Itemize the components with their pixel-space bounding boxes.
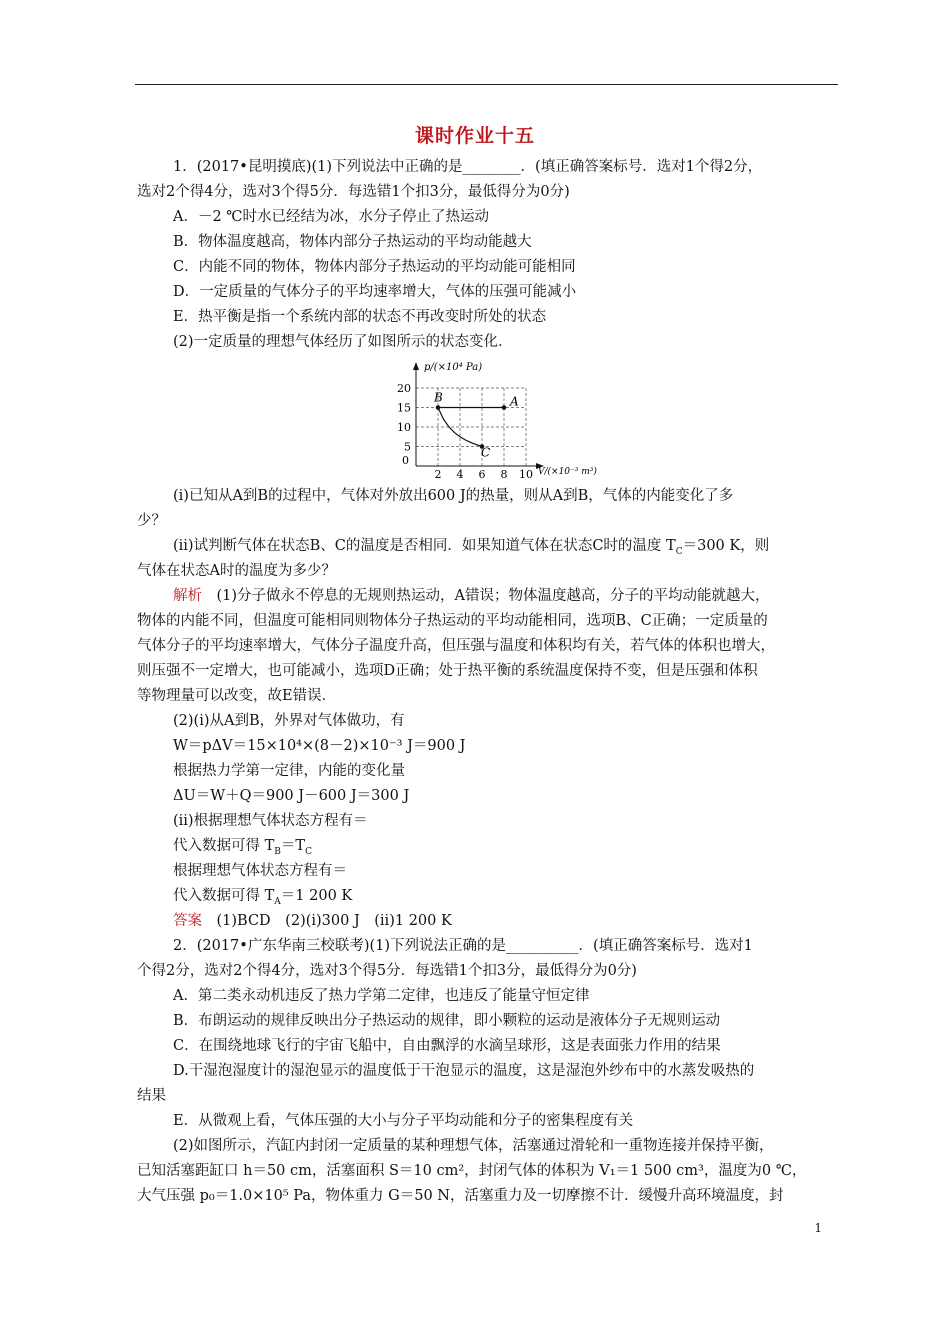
q2-option-c: C．在围绕地球飞行的宇宙飞船中，自由飘浮的水滴呈球形，这是表面张力作用的结果 [173, 1038, 721, 1054]
pv-chart [380, 356, 620, 478]
q1-sub-ii-line-2: 气体在状态A时的温度为多少？ [137, 563, 336, 579]
q2-line-2: 个得2分，选对2个得4分，选对3个得5分．每选错1个扣3分，最低得分为0分) [137, 963, 637, 979]
y-tick-label: 20 [397, 382, 411, 395]
page-number: 1 [814, 1221, 822, 1235]
q2-option-e: E．从微观上看，气体压强的大小与分子平均动能和分子的密集程度有关 [173, 1113, 634, 1129]
x-tick-label: 6 [478, 468, 486, 478]
q1-line-2: 选对2个得4分，选对3个得5分．每选错1个扣3分，最低得分为0分) [137, 184, 570, 200]
point-B [436, 405, 441, 410]
y-axis-arrow-icon [413, 362, 419, 370]
point-label-C: C [481, 445, 491, 460]
solution-line-4: 则压强不一定增大，也可能减小，选项D正确；处于热平衡的系统温度保持不变，但是压强和体积 [137, 663, 758, 679]
solution-step-1: (2)(ⅰ)从A到B，外界对气体做功，有 [173, 713, 405, 729]
solution-tag: 解析 [173, 588, 202, 604]
x-tick-label: 8 [500, 468, 508, 478]
solution-line-5: 等物理量可以改变，故E错误． [137, 688, 337, 704]
q2-option-d-line-1: D.干湿泡湿度计的湿泡显示的温度低于干泡显示的温度，这是湿泡外纱布中的水蒸发吸热的 [173, 1063, 755, 1079]
origin-label: 0 [402, 454, 409, 467]
q2-option-b: B．布朗运动的规律反映出分子热运动的规律，即小颗粒的运动是液体分子无规则运动 [173, 1013, 721, 1029]
solution-line-2: 物体的内能不同，但温度可能相同则物体分子热运动的平均动能相同，选项B、C正确；一定质量的 [137, 613, 768, 629]
solution-step-7: 根据理想气体状态方程有＝ [173, 863, 347, 879]
q1-part-2-intro: (2)一定质量的理想气体经历了如图所示的状态变化． [173, 334, 513, 350]
y-tick-label: 10 [397, 421, 411, 434]
y-tick-label: 15 [397, 401, 411, 415]
solution-step-2: W＝pΔV＝15×10⁴×(8－2)×10⁻³ J＝900 J [173, 738, 466, 754]
solution-step-8: 代入数据可得 $T_A=1$ 200 K [173, 888, 353, 907]
solution-step-5: (ⅱ)根据理想气体状态方程有＝ [173, 813, 368, 829]
x-tick-label: 10 [519, 468, 533, 478]
point-A [502, 405, 507, 410]
answer-line: 答案 (1)BCD (2)(ⅰ)300 J (ⅱ)1 200 K [173, 913, 452, 929]
page-title: 课时作业十五 [414, 125, 535, 147]
answer-tag: 答案 [173, 913, 202, 929]
x-tick-label: 4 [456, 468, 464, 478]
q1-sub-i-line-1: (ⅰ)已知从A到B的过程中，气体对外放出600 J的热量，则从A到B，气体的内能变化了多 [173, 488, 734, 504]
solution-line-3: 气体分子的平均速率增大，气体分子温度升高，但压强与温度和体积均有关，若气体的体积也增大， [137, 638, 775, 654]
solution-step-6: 代入数据可得 $T_B=T_C$ [173, 838, 312, 857]
q1-option-e: E．热平衡是指一个系统内部的状态不再改变时所处的状态 [173, 309, 547, 325]
q2-option-a: A．第二类永动机违反了热力学第二定律，也违反了能量守恒定律 [173, 988, 590, 1004]
y-axis-label: p/(×10⁴ Pa) [424, 362, 483, 373]
q1-sub-i-line-2: 少？ [137, 513, 166, 529]
q1-sub-ii-line-1: (ⅱ)试判断气体在状态B、C的温度是否相同．如果知道气体在状态C时的温度 $T_C=300$ K，则 [173, 538, 770, 557]
q1-line-1: 1．(2017•昆明摸底)(1)下列说法中正确的是________．(填正确答案标号．选对1个得2分， [173, 159, 763, 175]
x-tick-label: 2 [434, 468, 442, 478]
q1-option-c: C．内能不同的物体，物体内部分子热运动的平均动能可能相同 [173, 259, 576, 275]
solution-step-4: ΔU＝W＋Q＝900 J－600 J＝300 J [173, 788, 410, 804]
q1-option-d: D．一定质量的气体分子的平均速率增大，气体的压强可能减小 [173, 284, 577, 300]
q2-part-2-line-2: 已知活塞距缸口 h＝50 cm，活塞面积 S＝10 cm²，封闭气体的体积为 V₁＝1 500 cm³，温度为0 ℃， [137, 1163, 807, 1179]
q1-option-b: B．物体温度越高，物体内部分子热运动的平均动能越大 [173, 234, 532, 250]
header-rule [135, 84, 838, 85]
q2-line-1: 2．(2017•广东华南三校联考)(1)下列说法正确的是__________．(填正确答案标号．选对1 [173, 938, 753, 954]
solution-line-1: 解析 (1)分子做永不停息的无规则热运动，A错误；物体温度越高，分子的平均动能就越大， [173, 588, 770, 604]
q2-part-2-line-3: 大气压强 p₀＝1.0×10⁵ Pa，物体重力 G＝50 N，活塞重力及一切摩擦不计．缓慢升高环境温度，封 [137, 1188, 784, 1204]
q1-option-a: A．－2 ℃时水已经结为冰，水分子停止了热运动 [173, 209, 490, 225]
solution-step-3: 根据热力学第一定律，内能的变化量 [173, 763, 405, 779]
q2-part-2-line-1: (2)如图所示，汽缸内封闭一定质量的某种理想气体，活塞通过滑轮和一重物连接并保持平衡， [173, 1138, 774, 1154]
x-axis-label: V/(×10⁻³ m³) [538, 467, 597, 477]
q2-option-d-line-2: 结果 [137, 1088, 166, 1104]
y-tick-label: 5 [404, 440, 411, 454]
point-label-B: B [434, 390, 443, 405]
point-label-A: A [510, 394, 519, 409]
